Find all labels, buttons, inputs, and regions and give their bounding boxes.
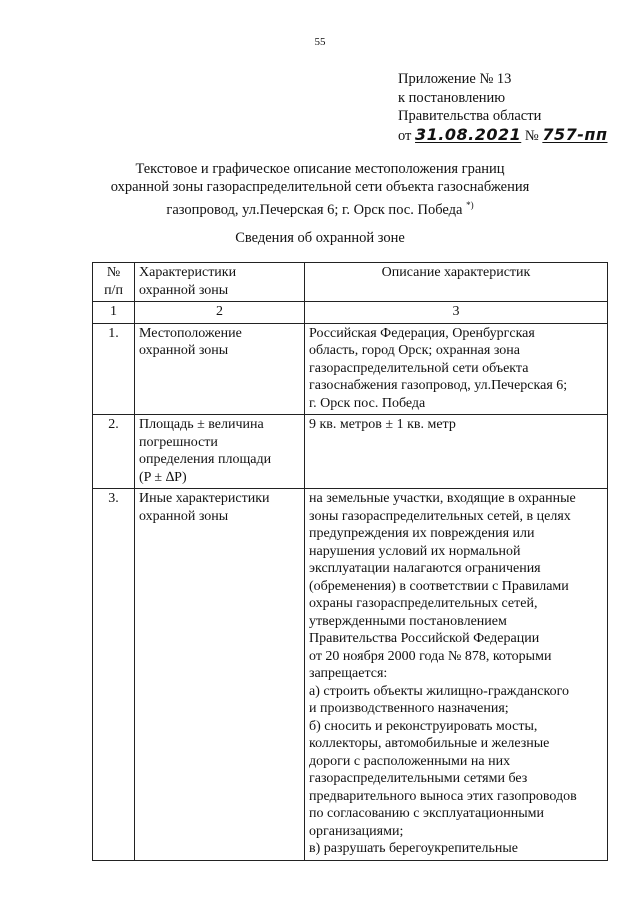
row-description xyxy=(305,489,608,861)
description-line: Российская Федерация, Оренбургская xyxy=(309,325,535,341)
table-header-row xyxy=(93,263,608,302)
title-line: охранной зоны газораспределительной сети объекта газоснабжения xyxy=(110,179,530,195)
description-line: эксплуатации налагаются ограничения xyxy=(309,561,541,576)
description-line: область, город Орск; охранная зона xyxy=(309,343,520,358)
appendix-line: Приложение № 13 xyxy=(398,71,512,87)
description-line: и производственного назначения; xyxy=(309,701,509,716)
header-number: № п/п xyxy=(93,263,135,302)
appendix-block xyxy=(398,70,608,145)
title-line: Текстовое и графическое описание местоположения границ xyxy=(135,161,505,177)
characteristic-line: охранной зоны xyxy=(139,343,229,358)
page-number: 55 xyxy=(314,36,326,48)
description-line: нарушения условий их нормальной xyxy=(309,543,521,559)
description-line: в) разрушать берегоукрепительные xyxy=(309,841,519,856)
description-line: утвержденными постановлением xyxy=(309,613,507,629)
description-line: 9 кв. метров ± 1 кв. метр xyxy=(309,417,456,432)
table-row xyxy=(93,415,608,489)
description-line: предупреждения их повреждения или xyxy=(309,526,535,541)
description-line: запрещается: xyxy=(309,666,388,681)
appendix-line: к постановлению xyxy=(398,89,506,106)
index-cell: 3 xyxy=(305,302,608,324)
title-line: газопровод, ул.Печерская 6; г. Орск пос. Победа *) xyxy=(166,200,474,218)
characteristic-line: определения площади xyxy=(139,452,272,467)
description-line: Правительства Российской Федерации xyxy=(309,631,540,646)
characteristic-line: погрешности xyxy=(139,434,218,450)
description-line: газораспределительной сети объекта xyxy=(309,360,529,376)
index-cell: 2 xyxy=(135,302,305,324)
description-line: а) строить объекты жилищно-гражданского xyxy=(309,683,569,699)
description-line: б) сносить и реконструировать мосты, xyxy=(309,718,538,734)
description-line: организациями; xyxy=(309,823,404,839)
handwritten-number: 757-пп xyxy=(542,124,608,144)
description-line: газоснабжения газопровод, ул.Печерская 6; xyxy=(309,378,568,393)
row-description xyxy=(305,323,608,415)
row-description xyxy=(305,415,608,489)
footnote-mark: *) xyxy=(466,200,474,210)
section-subtitle: Сведения об охранной зоне xyxy=(235,230,405,246)
header-description: Описание характеристик xyxy=(305,263,608,302)
row-number: 1. xyxy=(93,323,135,415)
description-line: дороги с расположенными на них xyxy=(309,753,511,769)
handwritten-date: 31.08.2021 xyxy=(415,124,522,144)
index-cell: 1 xyxy=(93,302,135,324)
description-line: охраны газораспределительных сетей, xyxy=(309,596,538,611)
table-row xyxy=(93,323,608,415)
description-line: (обременения) в соответствии с Правилами xyxy=(309,578,569,594)
description-line: коллекторы, автомобильные и железные xyxy=(309,736,550,751)
characteristic-line: Иные характеристики xyxy=(139,491,270,506)
description-line: г. Орск пос. Победа xyxy=(309,395,426,411)
row-number: 3. xyxy=(93,489,135,861)
description-line: от 20 ноября 2000 года № 878, которыми xyxy=(309,648,552,664)
from-label: от xyxy=(398,127,412,144)
description-line: зоны газораспределительных сетей, в целях xyxy=(309,508,571,524)
decree-date-line xyxy=(398,126,608,146)
document-title xyxy=(80,160,560,219)
table-row xyxy=(93,489,608,861)
row-characteristic xyxy=(135,323,305,415)
characteristic-line: Местоположение xyxy=(139,325,242,341)
characteristic-line: (P ± ∆P) xyxy=(139,469,187,485)
characteristic-line: охранной зоны xyxy=(139,508,229,524)
description-line: на земельные участки, входящие в охранные xyxy=(309,491,576,506)
appendix-line: Правительства области xyxy=(398,108,542,124)
table-index-row xyxy=(93,302,608,324)
row-characteristic xyxy=(135,415,305,489)
header-characteristic: Характеристики охранной зоны xyxy=(135,263,305,302)
description-line: газораспределительными сетями без xyxy=(309,771,528,786)
row-number: 2. xyxy=(93,415,135,489)
zone-table xyxy=(92,262,608,861)
description-line: предварительного выноса этих газопроводов xyxy=(309,788,577,804)
description-line: по согласованию с эксплуатационными xyxy=(309,806,544,821)
number-label: № xyxy=(524,127,539,144)
row-characteristic xyxy=(135,489,305,861)
characteristic-line: Площадь ± величина xyxy=(139,417,264,432)
